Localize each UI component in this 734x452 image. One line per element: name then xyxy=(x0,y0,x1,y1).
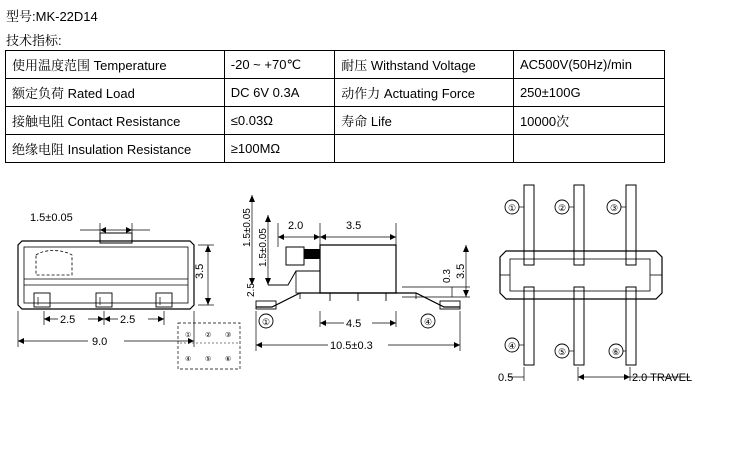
pinmap-1: ① xyxy=(185,332,192,339)
cell-param-name: 接触电阻 Contact Resistance xyxy=(6,107,225,135)
callout-1: ① xyxy=(262,317,271,327)
dim-top-25b: 2.5 xyxy=(120,314,136,326)
dim-top-1: 1.5±0.05 xyxy=(30,212,73,224)
front-pin-2: ② xyxy=(558,203,567,213)
travel-label: 2.0 TRAVEL xyxy=(632,372,693,384)
pinmap-2: ② xyxy=(205,332,212,339)
dim-side-left25: 2.5 xyxy=(246,283,257,297)
cell-param-value: ≤0.03Ω xyxy=(224,107,335,135)
pinmap-6: ⑥ xyxy=(225,356,232,363)
dim-side-03: 0.3 xyxy=(442,269,453,283)
cell-param-name: 使用温度范围 Temperature xyxy=(6,51,225,79)
dim-top-right: 3.5 xyxy=(194,263,206,279)
table-row xyxy=(6,51,665,79)
front-pin-4: ④ xyxy=(508,341,517,351)
cell-param-name: 绝缘电阻 Insulation Resistance xyxy=(6,135,225,163)
table-row xyxy=(6,135,665,163)
drawing-svg xyxy=(0,175,734,452)
front-pin-1: ① xyxy=(508,203,517,213)
cell-param-name: 额定负荷 Rated Load xyxy=(6,79,225,107)
cell-param-name: 耐压 Withstand Voltage xyxy=(335,51,514,79)
dim-side-105: 10.5±0.3 xyxy=(330,340,373,352)
front-pin-3: ③ xyxy=(610,203,619,213)
technical-drawing xyxy=(0,175,734,452)
view-front xyxy=(498,185,692,384)
cell-param-value: AC500V(50Hz)/min xyxy=(513,51,664,79)
cell-param-value: ≥100MΩ xyxy=(224,135,335,163)
pinmap-5: ⑤ xyxy=(205,356,212,363)
cell-param-value: 250±100G xyxy=(513,79,664,107)
pinmap-4: ④ xyxy=(185,356,192,363)
dim-top-25a: 2.5 xyxy=(60,314,76,326)
cell-param-name: 寿命 Life xyxy=(335,107,514,135)
cell-empty xyxy=(513,135,664,163)
cell-param-value: DC 6V 0.3A xyxy=(224,79,335,107)
table-row xyxy=(6,79,665,107)
dim-front-05: 0.5 xyxy=(498,372,514,384)
dim-side-vert1: 1.5±0.05 xyxy=(242,208,253,247)
dim-side-45: 4.5 xyxy=(346,318,362,330)
cell-param-value: -20 ~ +70℃ xyxy=(224,51,335,79)
cell-param-value: 10000次 xyxy=(513,107,664,135)
dim-side-35: 3.5 xyxy=(346,220,362,232)
specifications-label: 技术指标: xyxy=(6,33,62,48)
view-top xyxy=(18,212,240,369)
front-pin-6: ⑥ xyxy=(612,347,621,357)
dim-side-vert2: 1.5±0.05 xyxy=(258,228,269,267)
dim-top-90: 9.0 xyxy=(92,336,108,348)
view-side xyxy=(242,195,470,352)
dim-side-20: 2.0 xyxy=(288,220,304,232)
specifications-table xyxy=(5,50,665,163)
cell-empty xyxy=(335,135,514,163)
table-row xyxy=(6,107,665,135)
dim-side-right35: 3.5 xyxy=(455,263,467,279)
model-number: 型号:MK-22D14 xyxy=(6,9,98,24)
callout-4: ④ xyxy=(424,317,433,327)
pinmap-3: ③ xyxy=(225,332,232,339)
front-pin-5: ⑤ xyxy=(558,347,567,357)
cell-param-name: 动作力 Actuating Force xyxy=(335,79,514,107)
